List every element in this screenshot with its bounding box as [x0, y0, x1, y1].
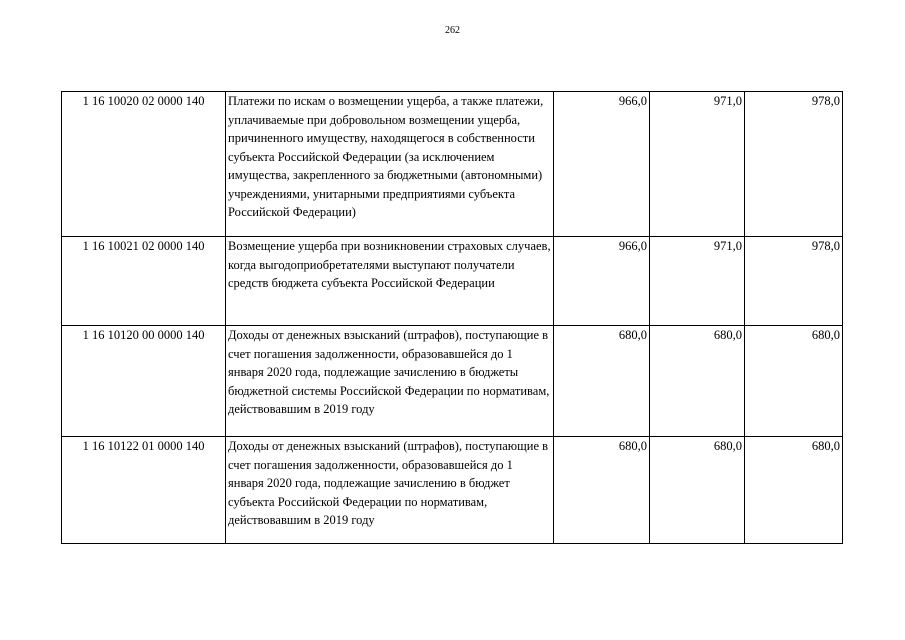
table-row — [62, 92, 843, 237]
table-row — [62, 437, 843, 544]
budget-code-cell: 1 16 10021 02 0000 140 — [62, 237, 226, 326]
value-year-2-cell: 680,0 — [650, 437, 745, 544]
value-year-2-cell: 680,0 — [650, 326, 745, 437]
value-year-3-cell: 978,0 — [745, 92, 843, 237]
description-cell: Платежи по искам о возмещении ущерба, а также платежи, уплачиваемые при добровольном возмещении ущерба, причиненного имуществу, находящегося в собственности субъекта Российской Федерации (за исключением имущества, закрепленного за бюджетными (автономными) учреждениями, унитарными предприятиями субъекта Российской Федерации) — [226, 92, 554, 237]
budget-code-cell: 1 16 10020 02 0000 140 — [62, 92, 226, 237]
description-cell: Доходы от денежных взысканий (штрафов), поступающие в счет погашения задолженности, образовавшейся до 1 января 2020 года, подлежащие зачислению в бюджет субъекта Российской Федерации по нормативам, действовавшим в 2019 году — [226, 437, 554, 544]
value-year-3-cell: 680,0 — [745, 326, 843, 437]
value-year-2-cell: 971,0 — [650, 237, 745, 326]
value-year-1-cell: 966,0 — [554, 237, 650, 326]
value-year-1-cell: 966,0 — [554, 92, 650, 237]
value-year-3-cell: 680,0 — [745, 437, 843, 544]
value-year-3-cell: 978,0 — [745, 237, 843, 326]
budget-code-cell: 1 16 10120 00 0000 140 — [62, 326, 226, 437]
value-year-2-cell: 971,0 — [650, 92, 745, 237]
description-cell: Доходы от денежных взысканий (штрафов), поступающие в счет погашения задолженности, образовавшейся до 1 января 2020 года, подлежащие зачислению в бюджеты бюджетной системы Российской Федерации по нормативам, действовавшим в 2019 году — [226, 326, 554, 437]
table-row — [62, 326, 843, 437]
revenue-table — [61, 91, 843, 544]
value-year-1-cell: 680,0 — [554, 437, 650, 544]
value-year-1-cell: 680,0 — [554, 326, 650, 437]
description-cell: Возмещение ущерба при возникновении страховых случаев, когда выгодоприобретателями выступают получатели средств бюджета субъекта Российской Федерации — [226, 237, 554, 326]
budget-code-cell: 1 16 10122 01 0000 140 — [62, 437, 226, 544]
page-number: 262 — [445, 25, 460, 36]
table-row — [62, 237, 843, 326]
